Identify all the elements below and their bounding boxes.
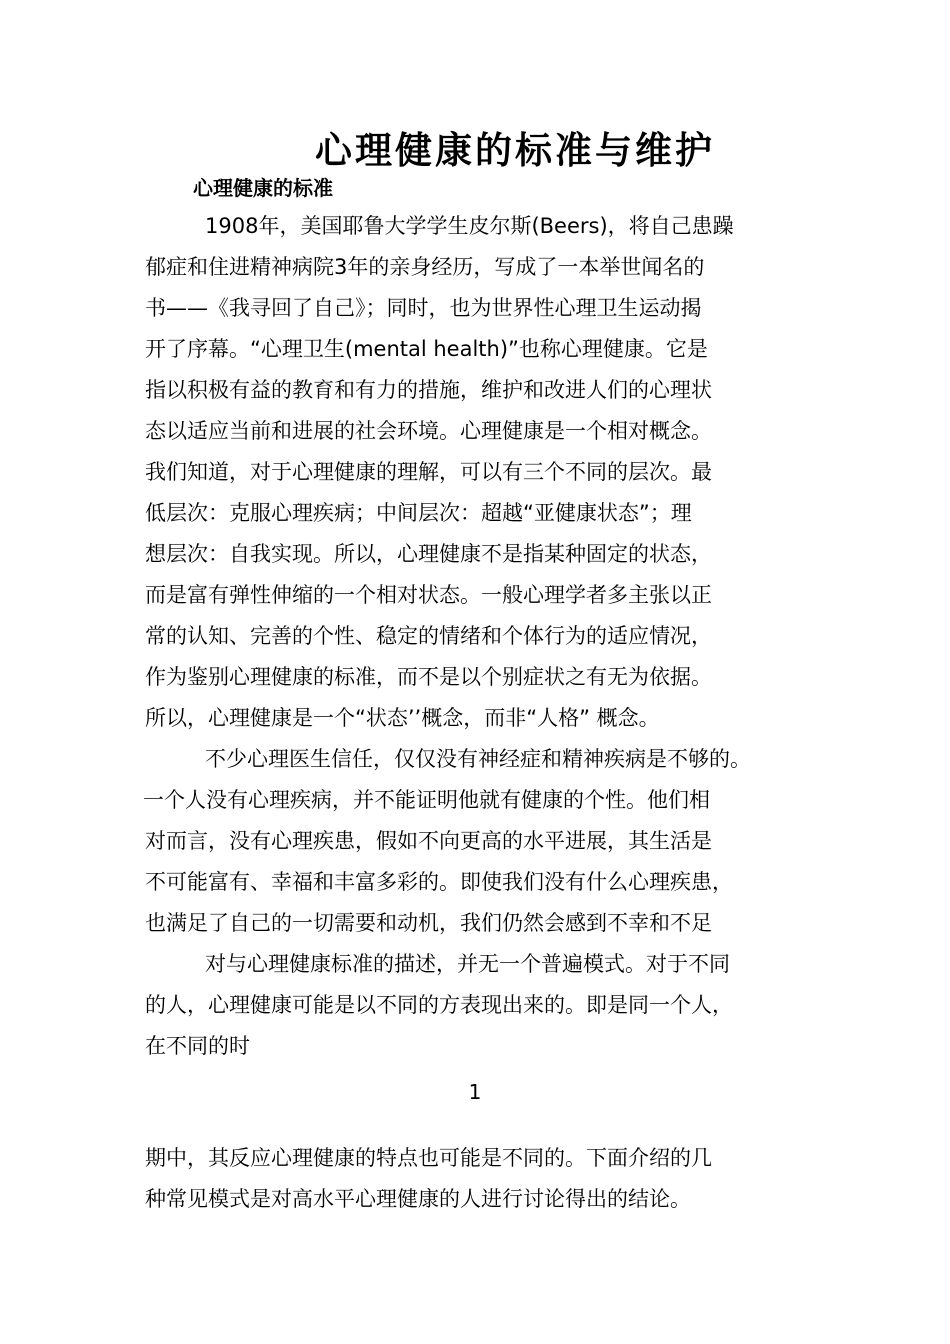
page-2-body — [145, 1138, 712, 1220]
paragraph-line: 也满足了自己的一切需要和动机，我们仍然会感到不幸和不足 — [145, 911, 712, 935]
paragraph-line: 书——《我寻回了自己》；同时，也为世界性心理卫生运动揭 — [145, 296, 702, 320]
paragraph-line: 在不同的时 — [145, 1034, 250, 1058]
paragraph-line: 而是富有弹性伸缩的一个相对状态。一般心理学者多主张以正 — [145, 583, 712, 607]
section-heading: 心理健康的标准 — [193, 176, 333, 200]
paragraph-line: 想层次：自我实现。所以，心理健康不是指某种固定的状态， — [145, 542, 712, 566]
paragraph-line: 常的认知、完善的个性、稳定的情绪和个体行为的适应情况， — [145, 624, 712, 648]
paragraph-line: 一个人没有心理疾病，并不能证明他就有健康的个性。他们相 — [143, 788, 710, 812]
document-title: 心理健康的标准与维护 — [315, 128, 715, 172]
paragraph-line: 指以积极有益的教育和有力的措施，维护和改进人们的心理状 — [145, 378, 712, 402]
paragraph-line: 对而言，没有心理疾患，假如不向更高的水平进展，其生活是 — [145, 829, 712, 853]
paragraph-line: 不少心理医生信任，仅仅没有神经症和精神疾病是不够的。 — [205, 747, 751, 771]
paragraph-line: 不可能富有、幸福和丰富多彩的。即使我们没有什么心理疾患， — [145, 870, 733, 894]
paragraph-line: 1908年，美国耶鲁大学学生皮尔斯(Beers)，将自己患躁 — [205, 214, 734, 238]
paragraph-line: 对与心理健康标准的描述，并无一个普遍模式。对于不同 — [205, 952, 730, 976]
paragraph-line: 开了序幕。“心理卫生(mental health)”也称心理健康。它是 — [145, 337, 708, 361]
paragraph-line: 种常见模式是对高水平心理健康的人进行讨论得出的结论。 — [145, 1187, 691, 1211]
paragraph-line: 低层次：克服心理疾病；中间层次：超越“亚健康状态”；理 — [145, 501, 692, 525]
paragraph-line: 我们知道，对于心理健康的理解，可以有三个不同的层次。最 — [145, 460, 712, 484]
page-number: 1 — [468, 1080, 482, 1104]
paragraph-line: 郁症和住进精神病院3年的亲身经历，写成了一本举世闻名的 — [145, 255, 705, 279]
paragraph-line: 作为鉴别心理健康的标准，而不是以个别症状之有无为依据。 — [145, 665, 712, 689]
paragraph-line: 所以，心理健康是一个“状态’’概念，而非“人格” 概念。 — [145, 706, 660, 730]
paragraph-line: 的人，心理健康可能是以不同的方表现出来的。即是同一个人， — [145, 993, 733, 1017]
paragraph-line: 期中，其反应心理健康的特点也可能是不同的。下面介绍的几 — [145, 1146, 712, 1170]
page-1-body — [145, 206, 751, 1067]
paragraph-line: 态以适应当前和进展的社会环境。心理健康是一个相对概念。 — [145, 419, 712, 443]
